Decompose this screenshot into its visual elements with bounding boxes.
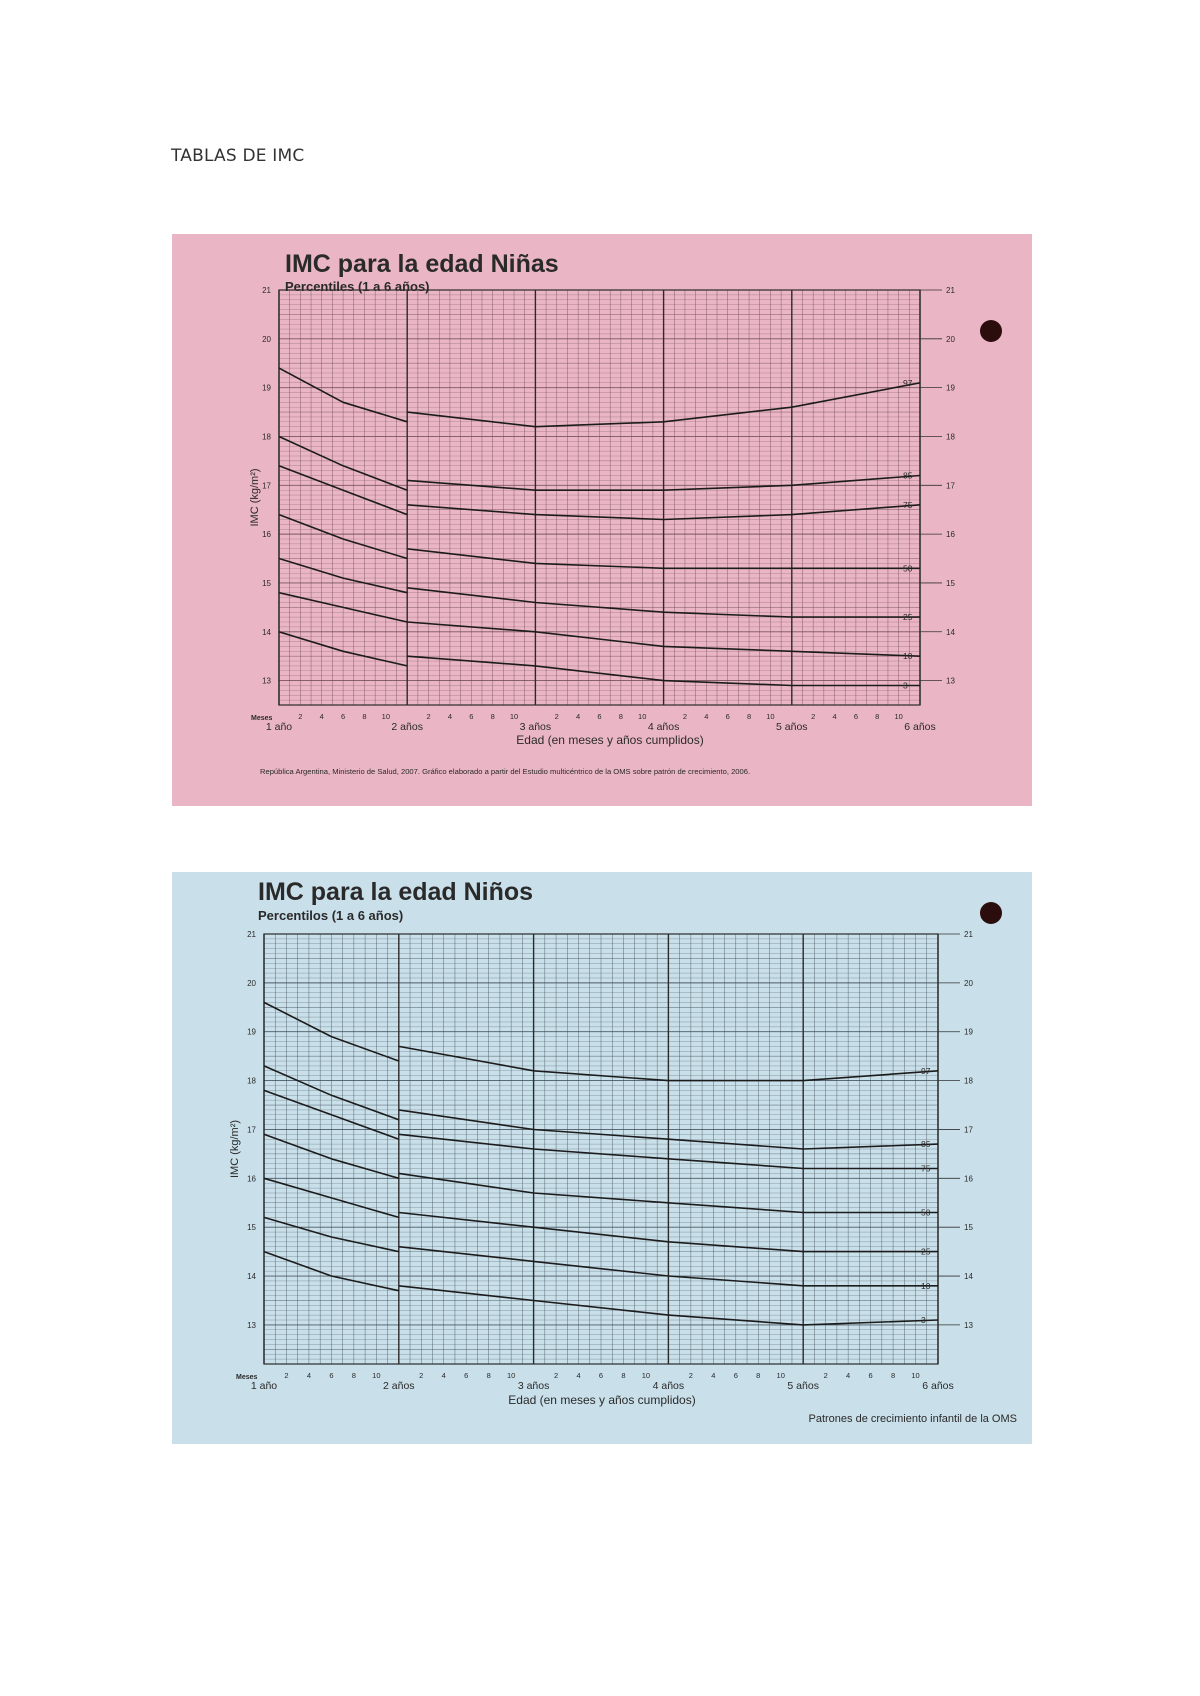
year-tick-label: 4 años bbox=[647, 721, 680, 733]
month-tick-label: 8 bbox=[746, 712, 752, 721]
month-tick-label: 10 bbox=[638, 712, 647, 721]
month-tick-label: 4 bbox=[447, 712, 453, 721]
y-tick-label: 17 bbox=[262, 481, 271, 491]
percentile-label: 75 bbox=[903, 499, 913, 510]
month-tick-label: 10 bbox=[911, 1371, 920, 1380]
y-tick-label-right: 18 bbox=[964, 1076, 973, 1086]
chart-subtitle: Percentilos (1 a 6 años) bbox=[258, 908, 404, 923]
x-axis-label: Edad (en meses y años cumplidos) bbox=[516, 733, 704, 747]
percentile-label: 85 bbox=[921, 1139, 931, 1150]
month-tick-label: 4 bbox=[832, 712, 837, 721]
year-tick-label: 2 años bbox=[391, 721, 423, 733]
y-tick-label: 13 bbox=[247, 1320, 256, 1330]
y-tick-label-right: 17 bbox=[964, 1125, 973, 1135]
boys-bmi-chart-card bbox=[172, 872, 1032, 1444]
y-tick-label-right: 17 bbox=[946, 481, 955, 491]
percentile-label: 75 bbox=[921, 1163, 931, 1174]
punch-hole-icon bbox=[980, 902, 1002, 924]
y-tick-label: 20 bbox=[262, 334, 271, 344]
chart-footnote: Patrones de crecimiento infantil de la OMS bbox=[808, 1413, 1017, 1425]
month-tick-label: 8 bbox=[890, 1371, 896, 1380]
year-tick-label: 2 años bbox=[383, 1380, 415, 1392]
y-axis-label: IMC (kg/m²) bbox=[229, 1119, 241, 1179]
y-tick-label-right: 20 bbox=[946, 334, 955, 344]
month-tick-label: 4 bbox=[576, 1371, 581, 1380]
percentile-label: 97 bbox=[921, 1065, 931, 1076]
y-tick-label-right: 19 bbox=[946, 383, 955, 393]
y-tick-label: 15 bbox=[262, 578, 271, 588]
month-tick-label: 10 bbox=[766, 712, 775, 721]
month-tick-label: 6 bbox=[464, 1371, 469, 1380]
y-tick-label-right: 13 bbox=[964, 1320, 973, 1330]
month-tick-label: 8 bbox=[362, 712, 367, 721]
month-tick-label: 8 bbox=[621, 1371, 626, 1380]
y-tick-label-right: 15 bbox=[964, 1223, 973, 1233]
y-tick-label: 19 bbox=[247, 1027, 256, 1037]
y-tick-label: 13 bbox=[262, 676, 271, 686]
percentile-label: 10 bbox=[903, 651, 913, 662]
month-tick-label: 2 bbox=[688, 1371, 693, 1380]
month-tick-label: 10 bbox=[372, 1371, 381, 1380]
month-tick-label: 2 bbox=[419, 1371, 424, 1380]
chart-title: IMC para la edad Niñas bbox=[285, 250, 559, 278]
month-tick-label: 8 bbox=[351, 1371, 356, 1380]
months-label: Meses bbox=[236, 1374, 258, 1381]
month-tick-label: 4 bbox=[704, 712, 709, 721]
y-tick-label-right: 15 bbox=[946, 578, 955, 588]
month-tick-label: 6 bbox=[853, 712, 858, 721]
month-tick-label: 6 bbox=[733, 1371, 738, 1380]
document-title: TABLAS DE IMC bbox=[171, 146, 305, 166]
year-tick-label: 1 año bbox=[265, 721, 293, 733]
month-tick-label: 10 bbox=[776, 1371, 785, 1380]
month-tick-label: 6 bbox=[469, 712, 474, 721]
y-axis-label: IMC (kg/m²) bbox=[249, 468, 261, 527]
year-tick-label: 3 años bbox=[519, 721, 552, 733]
month-tick-label: 10 bbox=[509, 712, 519, 721]
chart-grid bbox=[279, 290, 920, 705]
chart-title: IMC para la edad Niños bbox=[258, 878, 534, 906]
boys-bmi-chart bbox=[172, 872, 1032, 1444]
month-tick-label: 2 bbox=[284, 1371, 289, 1380]
y-tick-label: 14 bbox=[247, 1272, 256, 1282]
month-tick-label: 4 bbox=[319, 712, 324, 721]
month-tick-label: 2 bbox=[298, 712, 303, 721]
month-tick-label: 10 bbox=[894, 712, 903, 721]
y-tick-label-right: 13 bbox=[946, 676, 955, 686]
y-tick-label: 16 bbox=[262, 530, 271, 540]
girls-bmi-chart-card bbox=[172, 234, 1032, 806]
month-tick-label: 4 bbox=[711, 1371, 716, 1380]
percentile-label: 25 bbox=[921, 1246, 931, 1257]
month-tick-label: 2 bbox=[554, 712, 559, 721]
year-tick-label: 3 años bbox=[517, 1380, 550, 1392]
month-tick-label: 10 bbox=[641, 1371, 651, 1380]
y-tick-label: 18 bbox=[262, 432, 271, 442]
chart-footnote: República Argentina, Ministerio de Salud, 2007. Gráfico elaborado a partir del Estudio multicéntrico de la OMS sobre patrón de crecimiento, 2006. bbox=[260, 767, 751, 776]
year-tick-label: 5 años bbox=[776, 721, 808, 733]
y-tick-label: 14 bbox=[262, 627, 271, 637]
year-tick-label: 4 años bbox=[652, 1380, 685, 1392]
month-tick-label: 6 bbox=[597, 712, 602, 721]
month-tick-label: 4 bbox=[441, 1371, 446, 1380]
girls-bmi-chart bbox=[172, 234, 1032, 806]
month-tick-label: 2 bbox=[426, 712, 431, 721]
punch-hole-icon bbox=[980, 320, 1002, 342]
y-tick-label: 21 bbox=[262, 286, 271, 295]
y-tick-label: 18 bbox=[247, 1076, 256, 1086]
y-tick-label: 17 bbox=[247, 1125, 256, 1135]
months-label: Meses bbox=[251, 715, 273, 722]
month-tick-label: 2 bbox=[823, 1371, 828, 1380]
month-tick-label: 6 bbox=[329, 1371, 334, 1380]
y-tick-label: 16 bbox=[247, 1174, 256, 1184]
percentile-label: 3 bbox=[921, 1315, 926, 1326]
year-tick-label: 6 años bbox=[922, 1380, 954, 1392]
percentile-label: 97 bbox=[903, 377, 913, 388]
month-tick-label: 8 bbox=[490, 712, 495, 721]
y-tick-label: 21 bbox=[247, 930, 256, 939]
month-tick-label: 8 bbox=[486, 1371, 491, 1380]
y-tick-label-right: 21 bbox=[946, 286, 955, 295]
month-tick-label: 6 bbox=[598, 1371, 604, 1380]
year-tick-label: 5 años bbox=[787, 1380, 819, 1392]
y-tick-label-right: 14 bbox=[946, 627, 955, 637]
y-tick-label: 15 bbox=[247, 1223, 256, 1233]
month-tick-label: 6 bbox=[868, 1371, 873, 1380]
month-tick-label: 8 bbox=[875, 712, 880, 721]
year-tick-label: 6 años bbox=[904, 721, 936, 733]
month-tick-label: 2 bbox=[682, 712, 688, 721]
month-tick-label: 8 bbox=[618, 712, 623, 721]
y-tick-label-right: 16 bbox=[964, 1174, 973, 1184]
y-tick-label: 19 bbox=[262, 383, 271, 393]
month-tick-label: 6 bbox=[725, 712, 730, 721]
percentile-label: 25 bbox=[903, 612, 913, 623]
x-axis-label: Edad (en meses y años cumplidos) bbox=[508, 1393, 696, 1407]
month-tick-label: 2 bbox=[811, 712, 816, 721]
percentile-label: 50 bbox=[921, 1207, 931, 1218]
percentile-label: 3 bbox=[903, 680, 908, 691]
y-tick-label-right: 14 bbox=[964, 1272, 973, 1282]
y-tick-label-right: 19 bbox=[964, 1027, 973, 1037]
chart-grid bbox=[264, 934, 938, 1364]
month-tick-label: 10 bbox=[381, 712, 391, 721]
month-tick-label: 10 bbox=[506, 1371, 516, 1380]
percentile-label: 50 bbox=[903, 563, 913, 574]
month-tick-label: 6 bbox=[341, 712, 346, 721]
year-tick-label: 1 año bbox=[250, 1380, 278, 1392]
y-tick-label: 20 bbox=[247, 978, 256, 988]
y-tick-label-right: 16 bbox=[946, 530, 955, 540]
y-tick-label-right: 20 bbox=[964, 978, 973, 988]
chart-subtitle: Percentiles (1 a 6 años) bbox=[285, 279, 430, 294]
month-tick-label: 4 bbox=[846, 1371, 851, 1380]
y-tick-label-right: 21 bbox=[964, 930, 973, 939]
month-tick-label: 2 bbox=[553, 1371, 559, 1380]
month-tick-label: 4 bbox=[306, 1371, 312, 1380]
y-tick-label-right: 18 bbox=[946, 432, 955, 442]
month-tick-label: 8 bbox=[756, 1371, 761, 1380]
percentile-label: 85 bbox=[903, 470, 913, 481]
month-tick-label: 4 bbox=[576, 712, 581, 721]
percentile-label: 10 bbox=[921, 1280, 931, 1291]
